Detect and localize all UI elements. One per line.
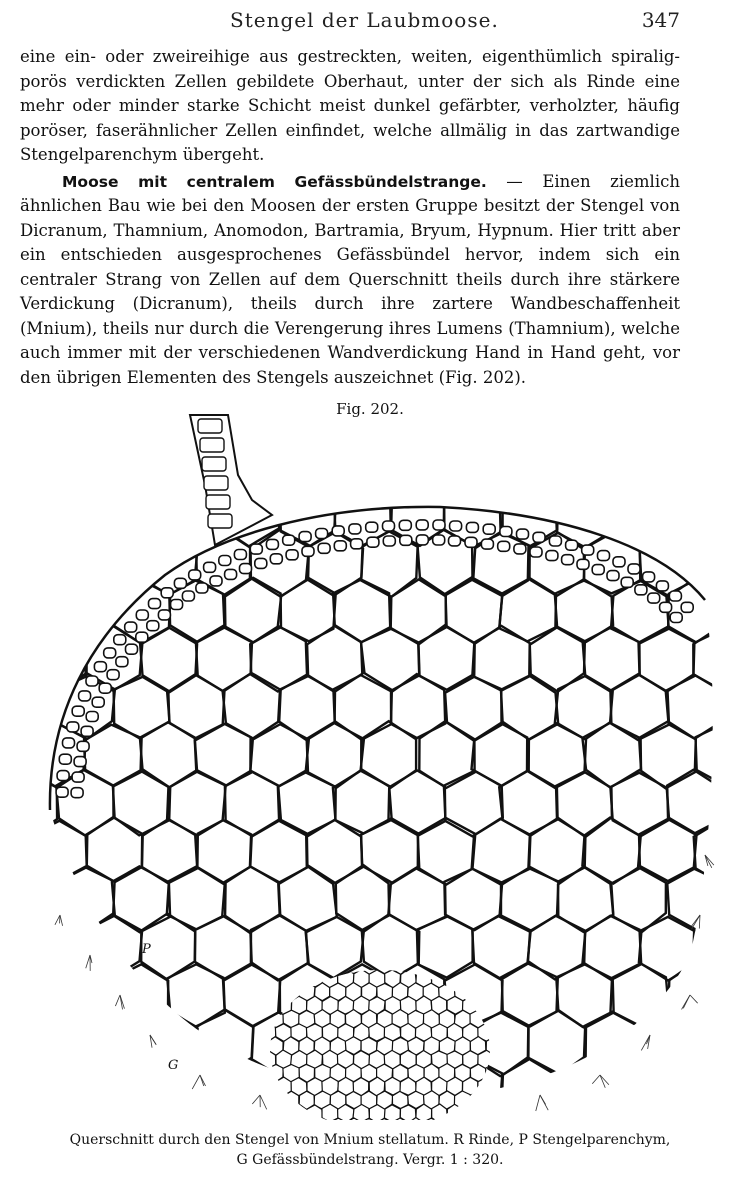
rind-cell — [219, 556, 231, 566]
rind-cell — [92, 697, 104, 707]
paragraph-1: eine ein- oder zweireihige aus gestreckten, weiten, eigenthümlich spiralig-porös verdickten Zellen gebildete Oberhaut, unter der sich als Rinde eine mehr oder minder starke Schicht meist dunkel gefärbter, verholzter, häufig poröser, faserähnlicher Zellen einfindet, welche allmälig in das zartwandige Stengelparenchym übergeht. — [20, 47, 680, 164]
rind-cell — [656, 581, 668, 591]
rind-cell — [517, 529, 529, 539]
rind-cell — [367, 537, 379, 547]
rind-cell — [114, 635, 126, 645]
parenchyma-cell — [639, 917, 697, 981]
rind-cell — [136, 610, 148, 620]
rind-cell — [416, 520, 428, 530]
rind-cell — [81, 726, 93, 736]
rind-cell — [670, 613, 682, 623]
parenchyma-cell — [693, 913, 740, 978]
rind-cell — [270, 554, 282, 564]
vascular-cell — [454, 1118, 471, 1120]
vascular-cell — [439, 1118, 455, 1120]
rind-cells — [56, 520, 693, 798]
parenchyma-cell — [445, 771, 503, 837]
rind-cell — [116, 657, 128, 667]
rind-cell — [399, 520, 411, 530]
parenchyma-cell — [666, 676, 723, 739]
rind-cell — [549, 536, 561, 546]
rind-cell — [318, 543, 330, 553]
vascular-cell — [486, 1119, 502, 1121]
vascular-cell — [268, 983, 284, 1001]
hair-line — [115, 995, 120, 1006]
parenchyma-cell — [499, 578, 556, 641]
rind-cell — [598, 551, 610, 561]
vascular-cell — [470, 1091, 485, 1109]
vascular-cell — [252, 1118, 268, 1120]
rind-cell — [466, 522, 478, 532]
hair-line — [540, 1095, 548, 1110]
parenchyma-cell — [57, 963, 114, 1027]
rind-cell — [592, 565, 604, 575]
rind-cell — [349, 524, 361, 534]
parenchyma-cell — [693, 626, 740, 692]
rind-cell — [582, 545, 594, 555]
vascular-cell — [462, 970, 478, 988]
rind-cell — [514, 544, 526, 554]
parenchyma-cell — [167, 770, 226, 835]
hair-line — [600, 1075, 605, 1088]
parenchyma-cell — [610, 674, 669, 740]
rind-cell — [77, 741, 89, 751]
vascular-cell — [252, 983, 268, 1001]
rind-cell — [433, 535, 445, 545]
rind-cell — [481, 539, 493, 549]
vascular-cell — [252, 1037, 269, 1055]
parenchyma-cell — [58, 483, 114, 545]
parenchyma-cell — [59, 580, 115, 641]
rind-cell — [189, 570, 201, 580]
rind-cell — [566, 540, 578, 550]
rind-cell — [234, 550, 246, 560]
rind-cell — [240, 564, 252, 574]
rind-cell — [332, 526, 344, 536]
hair-line — [86, 955, 90, 968]
parenchyma-cell — [500, 869, 559, 932]
rind-cell — [79, 691, 91, 701]
rind-cell — [74, 757, 86, 767]
vascular-cell — [439, 956, 455, 973]
parenchyma-cell — [112, 866, 170, 932]
vascular-cell — [284, 1118, 300, 1120]
parenchyma-cell — [28, 914, 84, 979]
rind-cell — [383, 521, 395, 531]
parenchyma-cell — [2, 578, 59, 642]
hair-line — [192, 1075, 200, 1089]
parenchyma-cell — [57, 1060, 114, 1120]
parenchyma-cell — [611, 481, 669, 545]
rind-cell — [86, 712, 98, 722]
rind-cell — [136, 632, 148, 642]
parenchyma-cell — [586, 1013, 641, 1075]
vascular-cell — [260, 1105, 276, 1120]
vascular-cell — [283, 1091, 299, 1108]
rind-cell — [562, 555, 574, 565]
rind-cell — [107, 670, 119, 680]
rind-cell — [400, 535, 412, 545]
parenchyma-cell — [612, 1060, 668, 1120]
parenchyma-cell — [196, 626, 252, 692]
rind-cell — [628, 564, 640, 574]
vascular-cell — [471, 983, 486, 1001]
vascular-cell — [299, 1118, 315, 1120]
paragraph-2 — [20, 170, 680, 391]
hair-line — [690, 995, 698, 1003]
rind-cell — [266, 539, 278, 549]
caption-line-2: G Gefässbündelstrang. Vergr. 1 : 320. — [236, 1152, 504, 1168]
figure-label: Fig. 202. — [336, 400, 404, 418]
parenchyma-cell — [528, 916, 585, 980]
rind-cell — [286, 550, 298, 560]
rind-cell — [669, 591, 681, 601]
leaf-cell — [200, 438, 224, 452]
rind-cell — [104, 648, 116, 658]
parenchyma-cell — [666, 1057, 724, 1120]
hair-line — [682, 995, 690, 1009]
rind-cell — [210, 576, 222, 586]
leaf-cell — [208, 514, 232, 528]
parenchyma-cell — [0, 676, 58, 738]
parenchyma-cell — [556, 1059, 612, 1120]
parenchyma-cell — [695, 532, 740, 594]
parenchyma-cell — [557, 772, 612, 836]
rind-cell — [643, 572, 655, 582]
rind-cell — [483, 524, 495, 534]
rind-cell — [351, 539, 363, 549]
hair-line — [692, 915, 700, 929]
parenchyma-cell — [695, 1011, 740, 1074]
hair-line — [55, 915, 60, 925]
rind-cell — [533, 532, 545, 542]
parenchyma-cell — [389, 770, 446, 836]
parenchyma-cell — [666, 483, 724, 547]
rind-cell — [171, 600, 183, 610]
vascular-cell — [470, 1118, 486, 1120]
rind-cell — [250, 544, 262, 554]
rind-cell — [299, 532, 311, 542]
rind-cell — [500, 527, 512, 537]
rind-cell — [433, 520, 445, 530]
rind-cell — [94, 662, 106, 672]
rind-cell — [577, 559, 589, 569]
parenchyma-cell — [555, 676, 613, 740]
rind-cell — [225, 569, 237, 579]
rind-cell — [546, 551, 558, 561]
vascular-cell — [267, 1118, 283, 1120]
hair-line — [260, 1095, 267, 1109]
rind-cell — [498, 541, 510, 551]
vascular-cell — [478, 996, 494, 1015]
vascular-cell — [275, 1104, 291, 1120]
rind-cell — [302, 546, 314, 556]
parenchyma-cell — [167, 964, 225, 1026]
parenchyma-cell — [2, 962, 58, 1028]
vascular-cell — [260, 1077, 276, 1096]
vascular-cell — [252, 1064, 267, 1082]
parenchyma-cell — [611, 964, 669, 1028]
rind-cell — [607, 571, 619, 581]
figure-caption — [20, 1130, 720, 1170]
rind-cell — [648, 593, 660, 603]
rind-cell — [204, 562, 216, 572]
page-number: 347 — [641, 8, 680, 32]
paragraph-2-text: — Einen ziemlich ähnlichen Bau wie bei den Moosen der ersten Gruppe besitzt der Stengel von Dicranum, Thamnium, Anomodon, Bartramia, Bryum, Hypnum. Hier tritt aber ein entschieden ausgesprochenes Gefässbündel hervor, indem sich ein centraler Strang von Zellen auf dem Querschnitt theils durch ihre stärkere Verdickung (Dicranum), theils durch ihre zartere Wandbeschaffenheit (Mnium), theils nur durch die Verengerung ihres Lumens (Thamnium), welche auch immer mit der verschiedenen Wandverdickung Hand in Hand geht, vor den übrigen Elementen des Stengels auszeichnet (Fig. 202). — [20, 171, 680, 387]
rind-cell — [72, 706, 84, 716]
parenchyma-cell — [223, 1060, 281, 1120]
vascular-cell — [462, 1104, 478, 1120]
parenchyma-cell — [87, 1010, 143, 1077]
parenchyma-cell — [29, 533, 87, 595]
rind-cell — [161, 588, 173, 598]
rind-cell — [57, 771, 69, 781]
rind-cell — [465, 537, 477, 547]
hair-line — [699, 915, 700, 929]
parenchyma-cell — [419, 721, 474, 788]
parenchyma-cell — [2, 484, 57, 548]
parenchyma-cell — [57, 868, 114, 931]
rind-cell — [125, 622, 137, 632]
parenchyma-cell — [610, 773, 669, 837]
parenchyma-cell — [528, 1011, 585, 1076]
parenchyma-cell — [582, 723, 641, 788]
parenchyma-cell — [668, 963, 724, 1027]
leaf-cell — [204, 476, 228, 490]
rind-cell — [316, 529, 328, 539]
parenchyma-cell — [444, 869, 501, 930]
vascular-cell — [268, 956, 284, 975]
running-title: Stengel der Laubmoose. — [230, 8, 499, 32]
parenchyma-cell — [307, 626, 362, 692]
hair-line — [600, 1075, 609, 1085]
rind-cell — [449, 536, 461, 546]
parenchyma-cell — [112, 1058, 170, 1120]
parenchyma-cell — [446, 577, 503, 642]
rind-cell — [613, 557, 625, 567]
vascular-cell — [268, 1091, 284, 1110]
parenchyma-cell — [3, 1061, 58, 1120]
rind-cell — [196, 583, 208, 593]
rind-cell — [283, 535, 295, 545]
rind-cell — [450, 521, 462, 531]
leaf-cell — [198, 419, 222, 433]
parenchyma-cell — [195, 916, 252, 980]
parenchyma-cell — [556, 483, 613, 549]
rind-cell — [366, 522, 378, 532]
rind-cell — [174, 578, 186, 588]
rind-cell — [56, 787, 68, 797]
body-text — [20, 45, 680, 390]
vascular-bundle-cells — [252, 956, 502, 1120]
rind-cell — [147, 621, 159, 631]
stem-cross-section-figure — [0, 395, 740, 1120]
rind-cell — [71, 788, 83, 798]
vascular-cell — [486, 983, 502, 1001]
rind-cell — [621, 577, 633, 587]
parenchyma-cell — [3, 867, 58, 929]
rind-cell — [660, 602, 672, 612]
parenchyma-cell — [502, 1057, 558, 1120]
parenchyma-cell — [85, 530, 142, 594]
marker-g: G — [168, 1058, 179, 1073]
rind-cell — [99, 683, 111, 693]
vascular-cell — [478, 1078, 494, 1096]
page-header — [0, 8, 740, 38]
parenchyma-cell — [31, 1012, 85, 1075]
rind-cell — [63, 738, 75, 748]
hair-line — [60, 915, 63, 926]
rind-cell — [86, 676, 98, 686]
rind-cell — [149, 599, 161, 609]
rind-cell — [72, 772, 84, 782]
rind-cell — [67, 722, 79, 732]
rind-cell — [681, 602, 693, 612]
hair-line — [252, 1095, 260, 1104]
rind-cell — [182, 591, 194, 601]
caption-line-1: Querschnitt durch den Stengel von Mnium stellatum. R Rinde, P Stengelparenchym, — [69, 1132, 671, 1148]
rind-cell — [255, 558, 267, 568]
rind-cell — [530, 547, 542, 557]
parenchyma-cell — [113, 482, 171, 548]
hair-line — [592, 1075, 600, 1084]
parenchyma-cell — [140, 722, 197, 787]
rind-cell — [635, 585, 647, 595]
parenchyma-cell — [251, 916, 308, 981]
vascular-cell — [400, 1105, 416, 1120]
marker-p: P — [142, 942, 151, 957]
rind-cell — [383, 536, 395, 546]
rind-cell — [59, 754, 71, 764]
rind-cell — [158, 610, 170, 620]
leaf-cell — [202, 457, 226, 471]
vascular-cell — [260, 997, 276, 1015]
parenchyma-cell — [28, 821, 86, 883]
vascular-cell — [479, 1105, 494, 1120]
parenchyma-cell — [225, 578, 281, 643]
rind-cell — [416, 535, 428, 545]
parenchyma-cell — [195, 1009, 254, 1075]
leaf-cell — [206, 495, 230, 509]
parenchyma-cell — [639, 629, 694, 692]
rind-cell — [126, 644, 138, 654]
rind-cell — [334, 541, 346, 551]
hair-line — [536, 1095, 540, 1111]
vascular-cell — [486, 1091, 502, 1109]
section-heading: Moose mit centralem Gefässbündelstrange. — [62, 172, 487, 191]
parenchyma-cell — [583, 627, 640, 692]
